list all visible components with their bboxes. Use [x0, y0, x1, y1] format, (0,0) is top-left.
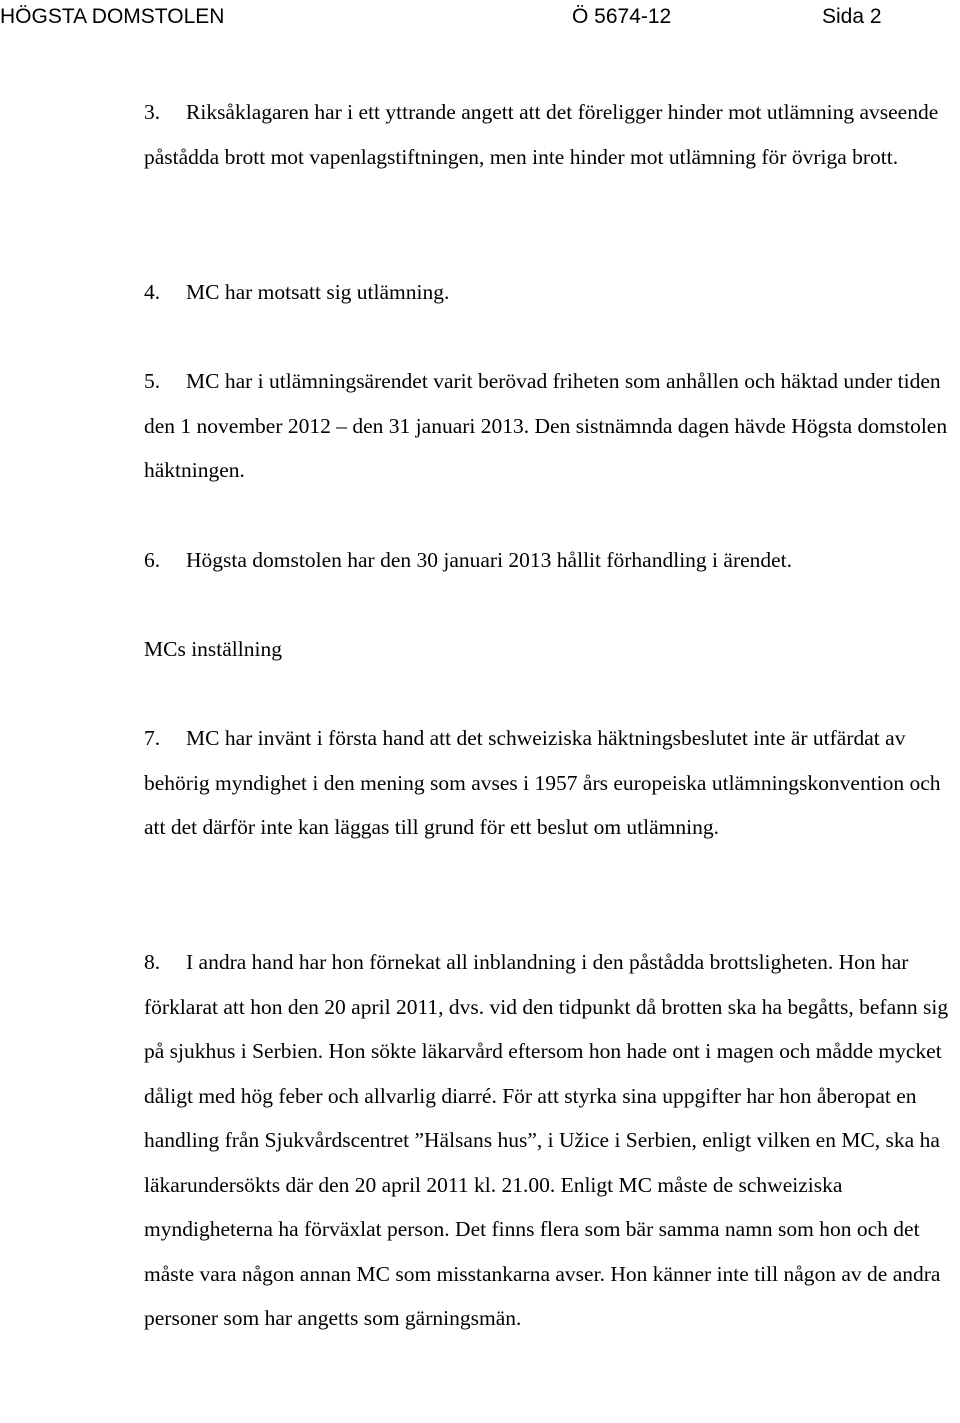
paragraph-number: 7.	[144, 726, 161, 750]
paragraph-number: 5.	[144, 369, 161, 393]
page-number: Sida 2	[822, 5, 882, 28]
paragraph-text: MC har i utlämningsärendet varit berövad friheten som anhållen och häktad under tiden den 1 november 2012 – den 31 januari 2013. Den sistnämnda dagen hävde Högsta domstolen häktningen.	[144, 369, 948, 482]
section-heading: MCs inställning	[144, 637, 282, 661]
paragraph-text: I andra hand har hon förnekat all inblandning i den påstådda brottsligheten. Hon har förklarat att hon den 20 april 2011, dvs. vid den tidpunkt då brotten ska ha begåtts, befann sig på sjukhus i Serbien. Hon sökte läkarvård eftersom hon hade ont i magen och mådde mycket dåligt med hög feber och allvarlig diarré. För att styrka sina uppgifter har hon åberopat en handling från Sjukvårdscentret ”Hälsans hus”, i Užice i Serbien, enligt vilken en MC, ska ha läkarundersökts där den 20 april 2011 kl. 21.00. Enligt MC måste de schweiziska myndigheterna ha förväxlat person. Det finns flera som bär samma namn som hon och det måste vara någon annan MC som misstankarna avser. Hon känner inte till någon av de andra personer som har angetts som gärningsmän.	[144, 950, 949, 1330]
paragraph-number: 4.	[144, 280, 161, 304]
paragraph-number: 3.	[144, 100, 161, 124]
paragraph-5	[144, 359, 956, 493]
paragraph-number: 6.	[144, 548, 161, 572]
paragraph-3	[144, 90, 956, 179]
page-header	[0, 0, 960, 44]
paragraph-text: Högsta domstolen har den 30 januari 2013 hållit förhandling i ärendet.	[186, 548, 793, 572]
paragraph-text: MC har motsatt sig utlämning.	[186, 280, 450, 304]
paragraph-7	[144, 716, 956, 850]
paragraph-text: Riksåklagaren har i ett yttrande angett att det föreligger hinder mot utlämning avseende påstådda brott mot vapenlagstiftningen, men inte hinder mot utlämning för övriga brott.	[144, 100, 939, 169]
case-number: Ö 5674-12	[572, 5, 672, 28]
paragraph-8	[144, 940, 956, 1341]
paragraph-6	[144, 538, 956, 583]
paragraph-4	[144, 270, 956, 315]
paragraph-number: 8.	[144, 950, 161, 974]
court-name: HÖGSTA DOMSTOLEN	[0, 5, 225, 28]
paragraph-text: MC har invänt i första hand att det schweiziska häktningsbeslutet inte är utfärdat av behörig myndighet i den mening som avses i 1957 års europeiska utlämningskonvention och att det därför inte kan läggas till grund för ett beslut om utlämning.	[144, 726, 941, 839]
